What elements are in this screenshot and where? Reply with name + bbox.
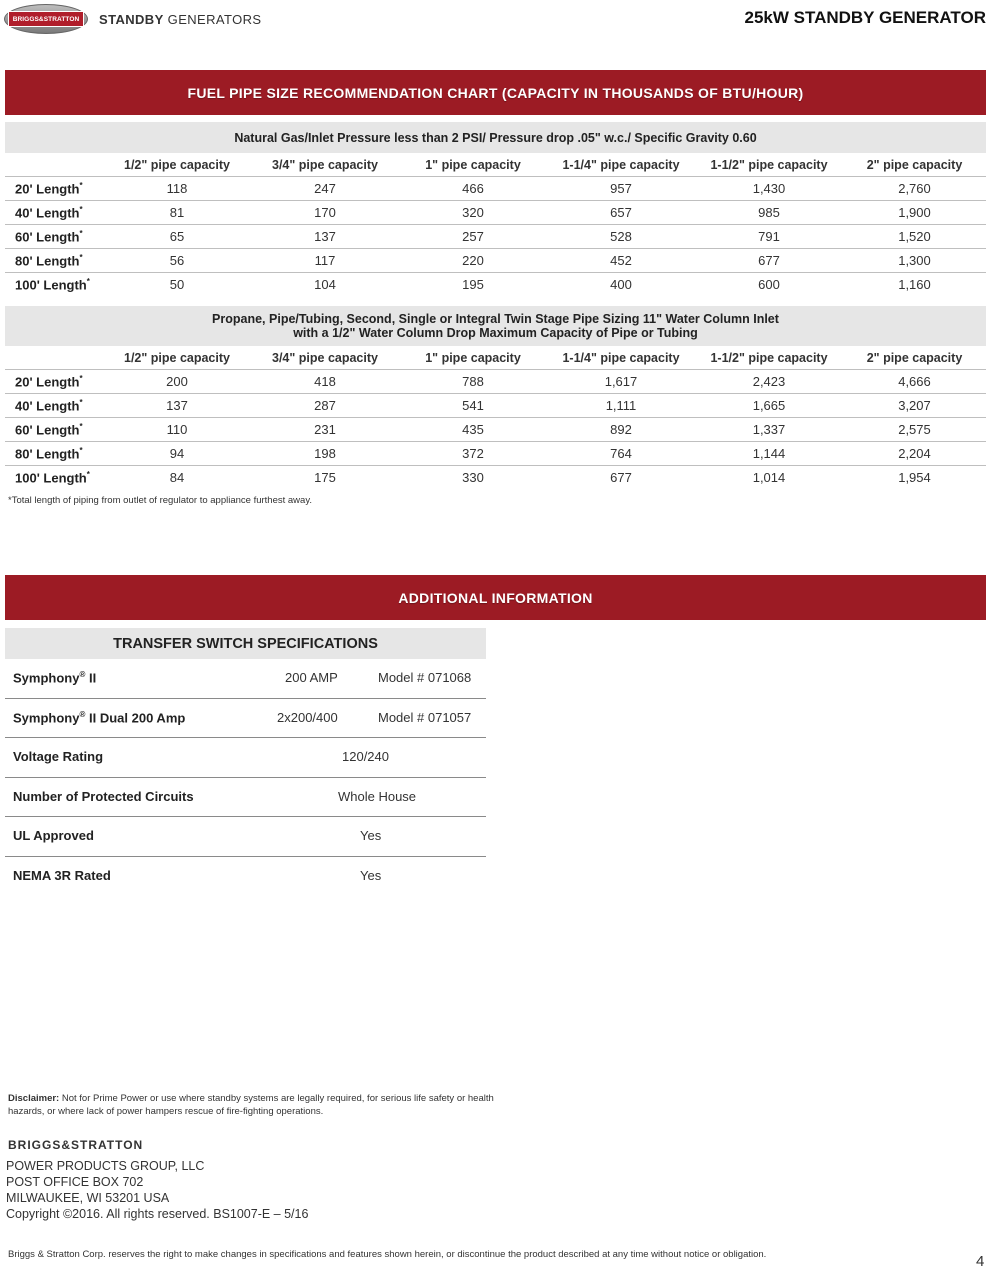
table-cell: 200	[103, 370, 251, 394]
table-cell: 418	[251, 370, 399, 394]
table-row	[5, 370, 986, 394]
column-header: 1-1/4" pipe capacity	[547, 346, 695, 370]
row-label-text: 60' Length	[15, 229, 80, 245]
footnote-marker: *	[79, 204, 83, 214]
spec-row	[5, 738, 486, 778]
footnote-marker: *	[86, 276, 90, 286]
table-row	[5, 177, 986, 201]
row-label-text: 40' Length	[15, 205, 80, 221]
footnote-marker: *	[79, 421, 83, 431]
table-row	[5, 201, 986, 225]
column-header: 2" pipe capacity	[843, 346, 986, 370]
row-label-text: 40' Length	[15, 398, 80, 414]
row-label	[5, 177, 103, 201]
address-line: MILWAUKEE, WI 53201 USA	[6, 1191, 170, 1205]
table-cell: 400	[610, 277, 632, 292]
table-cell: 137	[251, 225, 399, 249]
table-cell: 220	[399, 249, 547, 273]
table-cell: 541	[399, 394, 547, 418]
table-cell: 1,111	[547, 394, 695, 418]
spec-row	[5, 857, 486, 896]
table-cell: 3,207	[843, 394, 986, 418]
table-cell: 791	[695, 225, 843, 249]
table-row	[5, 418, 986, 442]
spec-row	[5, 699, 486, 739]
table-cell: 892	[547, 418, 695, 442]
table-cell: 137	[103, 394, 251, 418]
spec-model: Model # 071057	[378, 709, 472, 725]
table-cell: 1,617	[547, 370, 695, 394]
spec-value: 120/240	[342, 749, 389, 764]
address-line: POST OFFICE BOX 702	[6, 1175, 144, 1189]
row-label	[5, 225, 103, 249]
natural-gas-rows	[5, 177, 986, 297]
spec-row	[5, 817, 486, 857]
propane-column-headers	[5, 346, 986, 370]
row-label-text: 80' Length	[15, 253, 80, 269]
table-cell: 2,423	[695, 370, 843, 394]
fuel-chart-banner: FUEL PIPE SIZE RECOMMENDATION CHART (CAPACITY IN THOUSANDS OF BTU/HOUR)	[5, 70, 986, 115]
table-cell: 1,430	[695, 177, 843, 201]
table-cell: 231	[251, 418, 399, 442]
table-cell: 528	[547, 225, 695, 249]
table-cell: 677	[695, 249, 843, 273]
table-cell: 452	[547, 249, 695, 273]
table-cell: 110	[103, 418, 251, 442]
row-label	[5, 273, 103, 297]
page-header	[0, 0, 1000, 40]
table-cell: 175	[314, 470, 336, 485]
footnote-marker: *	[86, 469, 90, 479]
table-cell: 1,144	[695, 442, 843, 466]
row-label-text: 60' Length	[15, 422, 80, 438]
registered-mark: ®	[79, 709, 86, 719]
column-header: 1" pipe capacity	[399, 346, 547, 370]
column-header: 1-1/4" pipe capacity	[547, 153, 695, 177]
table-cell: 1,337	[695, 418, 843, 442]
table-cell: 2,204	[843, 442, 986, 466]
table-cell: 1,520	[843, 225, 986, 249]
company-address	[6, 1158, 308, 1222]
table-cell: 198	[251, 442, 399, 466]
spec-row	[5, 659, 486, 699]
table-cell: 330	[462, 470, 484, 485]
spec-label	[13, 670, 96, 685]
natural-gas-table	[5, 122, 986, 296]
spec-value: 200 AMP	[285, 670, 338, 685]
footnote-marker: *	[79, 445, 83, 455]
disclaimer	[8, 1093, 498, 1118]
spec-value: 2x200/400	[277, 709, 338, 725]
row-label-text: 80' Length	[15, 446, 80, 462]
natural-gas-column-headers	[5, 153, 986, 177]
row-label	[5, 394, 103, 418]
table-cell: 2,760	[843, 177, 986, 201]
row-label-header	[5, 346, 103, 370]
rights-reserved-note: Briggs & Stratton Corp. reserves the right to make changes in specifications and features shown herein, or discontinue the product described at any time without notice or obligation.	[8, 1249, 767, 1260]
table-cell: 118	[103, 177, 251, 201]
table-cell: 170	[251, 201, 399, 225]
row-label	[5, 442, 103, 466]
table-cell: 104	[314, 277, 336, 292]
briggs-stratton-logo	[4, 4, 88, 34]
footnote-marker: *	[79, 180, 83, 190]
document-title: 25kW STANDBY GENERATOR	[744, 8, 986, 27]
table-cell: 320	[399, 201, 547, 225]
table-cell: 65	[103, 225, 251, 249]
disclaimer-text: Not for Prime Power or use where standby systems are legally required, for serious life safety or health hazards, or where lack of power hampers rescue of fire-fighting operations.	[8, 1093, 494, 1117]
spec-value: Yes	[360, 828, 382, 843]
transfer-switch-title: TRANSFER SWITCH SPECIFICATIONS	[5, 628, 486, 659]
row-label	[5, 201, 103, 225]
row-label-text: 20' Length	[15, 181, 80, 197]
column-header: 1/2" pipe capacity	[103, 346, 251, 370]
spec-label: Number of Protected Circuits	[13, 788, 194, 804]
table-cell: 84	[169, 470, 185, 485]
spec-value: Yes	[360, 867, 382, 883]
table-cell: 81	[103, 201, 251, 225]
table-cell: 1,300	[843, 249, 986, 273]
spec-label: Voltage Rating	[13, 749, 104, 764]
column-header: 1-1/2" pipe capacity	[695, 153, 843, 177]
table-cell: 372	[399, 442, 547, 466]
address-line: POWER PRODUCTS GROUP, LLC	[6, 1159, 205, 1173]
spec-label: UL Approved	[13, 828, 94, 843]
propane-title-line2: with a 1/2" Water Column Drop Maximum Capacity of Pipe or Tubing	[293, 326, 698, 340]
propane-table	[5, 306, 986, 489]
spec-value: Whole House	[338, 788, 417, 804]
table-cell: 435	[399, 418, 547, 442]
spec-label	[13, 710, 185, 725]
copyright-line: Copyright ©2016. All rights reserved. BS1007-E – 5/16	[6, 1207, 309, 1221]
spec-row	[5, 778, 486, 818]
brand-line	[99, 12, 262, 27]
spec-label-name: Symphony	[13, 670, 80, 686]
table-cell: 1,160	[898, 277, 931, 292]
spec-label-name: Symphony	[13, 709, 80, 725]
propane-rows	[5, 370, 986, 490]
column-header: 3/4" pipe capacity	[251, 153, 399, 177]
table-cell: 788	[399, 370, 547, 394]
row-label	[5, 249, 103, 273]
table-cell: 94	[103, 442, 251, 466]
table-cell: 50	[169, 277, 185, 292]
table-cell: 195	[462, 277, 484, 292]
brand-rest: GENERATORS	[163, 12, 262, 27]
pipe-length-footnote: *Total length of piping from outlet of regulator to appliance furthest away.	[8, 495, 313, 506]
logo-band	[8, 11, 84, 27]
column-header: 2" pipe capacity	[843, 153, 986, 177]
propane-title-line1: Propane, Pipe/Tubing, Second, Single or Integral Twin Stage Pipe Sizing 11" Water Column Inlet	[212, 312, 779, 326]
propane-title	[5, 306, 986, 346]
table-cell: 257	[399, 225, 547, 249]
table-cell: 1,900	[843, 201, 986, 225]
spec-model: Model # 071068	[378, 670, 472, 685]
footnote-marker: *	[79, 373, 83, 383]
table-cell: 657	[547, 201, 695, 225]
table-cell: 957	[547, 177, 695, 201]
table-cell: 56	[103, 249, 251, 273]
table-row	[5, 394, 986, 418]
page-number: 4	[976, 1253, 985, 1270]
table-cell: 2,575	[843, 418, 986, 442]
row-label	[5, 418, 103, 442]
row-label-text: 20' Length	[15, 374, 80, 390]
footnote-marker: *	[79, 228, 83, 238]
column-header: 1-1/2" pipe capacity	[695, 346, 843, 370]
column-header: 1" pipe capacity	[399, 153, 547, 177]
table-cell: 677	[610, 470, 632, 485]
row-label	[5, 466, 103, 490]
registered-mark: ®	[79, 670, 86, 679]
table-row	[5, 249, 986, 273]
column-header: 3/4" pipe capacity	[251, 346, 399, 370]
logo-text: BRIGGS&STRATTON	[12, 15, 80, 23]
table-cell: 4,666	[843, 370, 986, 394]
table-cell: 600	[758, 277, 780, 292]
column-header: 1/2" pipe capacity	[103, 153, 251, 177]
table-row	[5, 273, 986, 297]
footnote-marker: *	[79, 397, 83, 407]
table-cell: 764	[547, 442, 695, 466]
table-cell: 117	[251, 249, 399, 273]
table-cell: 1,954	[898, 470, 931, 485]
additional-info-banner: ADDITIONAL INFORMATION	[5, 575, 986, 620]
table-cell: 1,014	[752, 470, 786, 485]
row-label-header	[5, 153, 103, 177]
footer-logo-text: BRIGGS&STRATTON	[8, 1138, 144, 1152]
row-label-text: 100' Length	[15, 277, 87, 293]
spec-label-rest: II Dual 200 Amp	[85, 709, 186, 725]
table-row	[5, 466, 986, 490]
table-cell: 1,665	[695, 394, 843, 418]
table-row	[5, 225, 986, 249]
table-cell: 247	[251, 177, 399, 201]
spec-label: NEMA 3R Rated	[13, 867, 111, 883]
table-cell: 985	[695, 201, 843, 225]
spec-label-rest: II	[85, 670, 97, 686]
transfer-switch-table	[5, 628, 486, 895]
natural-gas-title: Natural Gas/Inlet Pressure less than 2 PSI/ Pressure drop .05" w.c./ Specific Gravity 0.60	[5, 122, 986, 153]
table-cell: 287	[251, 394, 399, 418]
disclaimer-label: Disclaimer:	[8, 1093, 60, 1104]
table-row	[5, 442, 986, 466]
row-label	[5, 370, 103, 394]
footnote-marker: *	[79, 252, 83, 262]
table-cell: 466	[399, 177, 547, 201]
row-label-text: 100' Length	[15, 470, 87, 486]
brand-bold: STANDBY	[99, 12, 164, 27]
